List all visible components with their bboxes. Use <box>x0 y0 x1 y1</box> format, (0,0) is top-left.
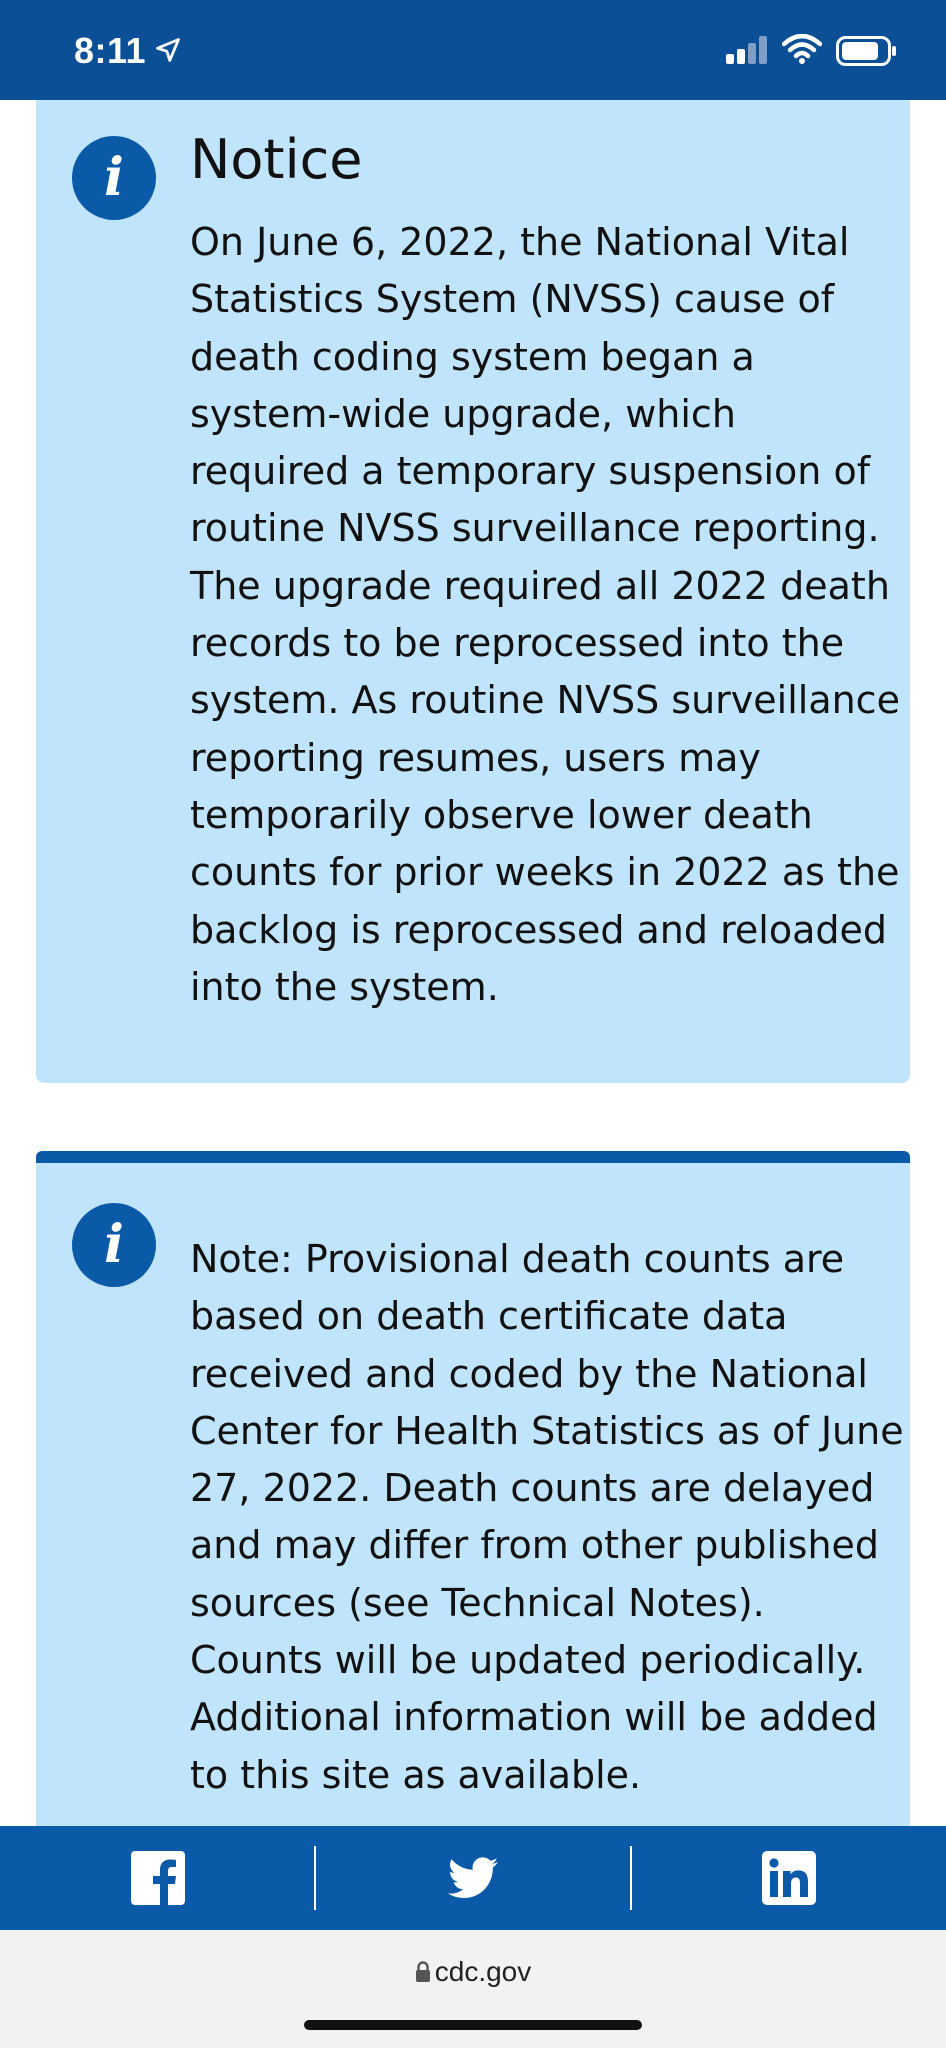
home-indicator[interactable] <box>304 2020 642 2030</box>
note-text <box>190 1231 904 1804</box>
share-bar <box>0 1826 946 1930</box>
notice-title: Notice <box>190 128 363 191</box>
note-panel <box>36 1151 910 1838</box>
note-line: received and coded by the National <box>190 1351 868 1396</box>
notice-line: reporting resumes, users may <box>190 735 761 780</box>
note-line: 27, 2022. Death counts are delayed <box>190 1466 875 1511</box>
note-line: Note: Provisional death counts are <box>190 1237 845 1281</box>
note-line: Counts will be updated periodically. <box>190 1638 866 1683</box>
notice-line: required a temporary suspension of <box>190 449 871 494</box>
note-line: Additional information will be added <box>190 1695 878 1740</box>
url-domain: cdc.gov <box>434 1956 532 1987</box>
notice-panel <box>36 100 910 1083</box>
linkedin-icon <box>762 1851 816 1905</box>
notice-line: records to be reprocessed into the <box>190 621 845 666</box>
note-line: to this site as available. <box>190 1752 642 1797</box>
wifi-icon <box>782 34 822 64</box>
notice-line: system. As routine NVSS surveillance <box>190 678 900 723</box>
twitter-share-button[interactable] <box>315 1826 630 1930</box>
notice-line: into the system. <box>190 964 499 1009</box>
notice-line: temporarily observe lower death <box>190 792 813 837</box>
notice-line: Statistics System (NVSS) cause of <box>190 277 835 322</box>
notice-line: counts for prior weeks in 2022 as the <box>190 850 900 895</box>
info-icon: i <box>72 136 156 220</box>
url-field[interactable] <box>0 1956 946 1988</box>
battery-icon <box>836 36 898 66</box>
notice-line: On June 6, 2022, the National Vital <box>190 220 850 264</box>
notice-line: system-wide upgrade, which <box>190 391 736 436</box>
facebook-icon <box>131 1851 185 1905</box>
notice-text <box>190 214 900 1016</box>
notice-line: backlog is reprocessed and reloaded <box>190 907 887 952</box>
notice-line: death coding system began a <box>190 334 755 379</box>
info-icon: i <box>72 1203 156 1287</box>
lock-icon <box>415 1961 431 1983</box>
notice-line: routine NVSS surveillance reporting. <box>190 506 880 551</box>
status-time: 8:11 <box>74 30 147 71</box>
facebook-share-button[interactable] <box>0 1826 315 1930</box>
note-line: Center for Health Statistics as of June <box>190 1408 904 1453</box>
notice-line: The upgrade required all 2022 death <box>190 563 890 608</box>
status-bar <box>0 0 946 100</box>
cellular-signal-icon <box>726 36 770 64</box>
twitter-icon <box>448 1857 498 1899</box>
linkedin-share-button[interactable] <box>631 1826 946 1930</box>
note-line: and may differ from other published <box>190 1523 880 1568</box>
note-line: based on death certificate data <box>190 1294 788 1339</box>
location-arrow-icon <box>154 36 182 64</box>
browser-url-bar <box>0 1930 946 2048</box>
note-line: sources (see Technical Notes). <box>190 1580 765 1625</box>
